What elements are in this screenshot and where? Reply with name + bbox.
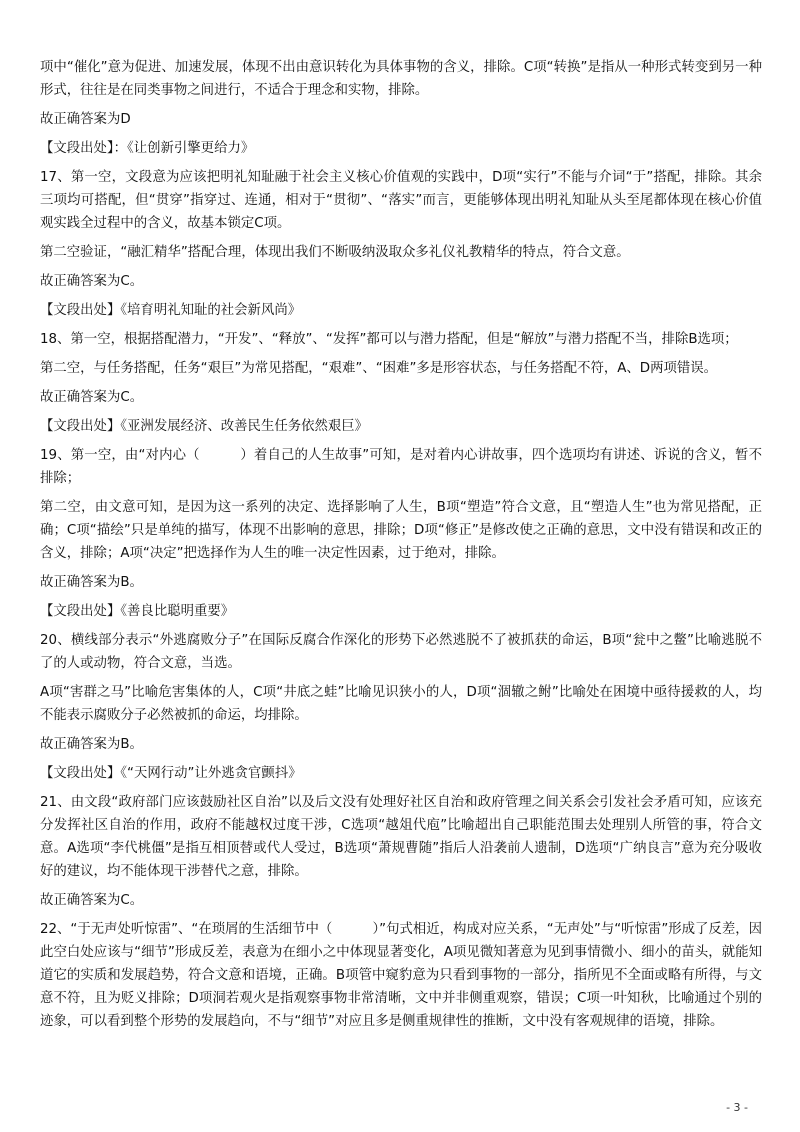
answer-line: 故正确答案为B。 — [40, 737, 143, 752]
answer-line: 故正确答案为C。 — [40, 274, 144, 289]
paragraph: 21、由文段“政府部门应该鼓励社区自治”以及后文没有处理好社区自治和政府管理之间关系会引发社会矛盾可知，应该充分发挥社区自治的作用，政府不能越权过度干涉，C选项“越俎代庖”比喻超出自己职能范围去处理别人所管的事，符合文意。A选项“李代桃僵”是指互相顶替或代人受过，B选项“萧规曹随”指后人沿袭前人遗制，D选项“广纳良言”意为充分吸收好的建议，均不能体现干涉替代之意，排除。 — [40, 795, 762, 879]
paragraph: 18、第一空，根据搭配潜力，“开发”、“释放”、“发挥”都可以与潜力搭配，但是“解放”与潜力搭配不当，排除B选项； — [40, 332, 738, 347]
paragraph: 第二空，由文意可知，是因为这一系列的决定、选择影响了人生，B项“塑造”符合文意，且“塑造人生”也为常见搭配，正确；C项“描绘”只是单纯的描写，体现不出影响的意思，排除；D项“修正”是修改使之正确的意思，文中没有错误和改正的含义，排除；A项“决定”把选择作为人生的唯一决定性因素，过于绝对，排除。 — [40, 500, 762, 561]
answer-line: 故正确答案为D — [40, 112, 131, 127]
source-line: 【文段出处】《“天网行动”让外逃贪官颤抖》 — [40, 766, 302, 781]
document-body — [40, 56, 762, 1039]
paragraph: 第二空，与任务搭配，任务“艰巨”为常见搭配，“艰难”、“困难”多是形容状态，与任务搭配不符，A、D两项错误。 — [40, 361, 718, 376]
answer-line: 故正确答案为C。 — [40, 893, 144, 908]
paragraph: A项“害群之马”比喻危害集体的人，C项“井底之蛙”比喻见识狭小的人，D项“涸辙之鲋”比喻处在困境中亟待援救的人，均不能表示腐败分子必然被抓的命运，均排除。 — [40, 685, 762, 723]
page-number: - 3 - — [726, 1101, 748, 1114]
source-line: 【文段出处】《亚洲发展经济、改善民生任务依然艰巨》 — [40, 419, 369, 434]
paragraph: 19、第一空，由“对内心（ ）着自己的人生故事”可知，是对着内心讲故事，四个选项均有讲述、诉说的含义，暂不排除； — [40, 448, 762, 486]
source-line: 【文段出处】：《让创新引擎更给力》 — [40, 141, 255, 156]
answer-line: 故正确答案为B。 — [40, 575, 143, 590]
paragraph: 22、“于无声处听惊雷”、“在琐屑的生活细节中（ ）”句式相近，构成对应关系，“无声处”与“听惊雷”形成了反差，因此空白处应该与“细节”形成反差，表意为在细小之中体现显著变化，A项见微知著意为见到事情微小、细小的苗头，就能知道它的实质和发展趋势，符合文意和语境，正确。B项管中窥豹意为只看到事物的一部分，指所见不全面或略有所得，与文意不符，且为贬义排除；D项洞若观火是指观察事物非常清晰，文中并非侧重观察，错误；C项一叶知秋，比喻通过个别的迹象，可以看到整个形势的发展趋向，不与“细节”对应且多是侧重规律性的推断，文中没有客观规律的语境，排除。 — [40, 922, 762, 1029]
paragraph: 项中“催化”意为促进、加速发展，体现不出由意识转化为具体事物的含义，排除。C项“转换”是指从一种形式转变到另一种形式，往往是在同类事物之间进行，不适合于理念和实物，排除。 — [40, 60, 762, 98]
source-line: 【文段出处】《培育明礼知耻的社会新风尚》 — [40, 303, 302, 318]
answer-line: 故正确答案为C。 — [40, 390, 144, 405]
paragraph: 第二空验证，“融汇精华”搭配合理，体现出我们不断吸纳汲取众多礼仪礼教精华的特点，符合文意。 — [40, 245, 630, 260]
paragraph: 20、横线部分表示“外逃腐败分子”在国际反腐合作深化的形势下必然逃脱不了被抓获的命运，B项“瓮中之鳖”比喻逃脱不了的人或动物，符合文意，当选。 — [40, 633, 762, 671]
source-line: 【文段出处】《善良比聪明重要》 — [40, 604, 235, 619]
paragraph: 17、第一空，文段意为应该把明礼知耻融于社会主义核心价值观的实践中，D项“实行”不能与介词“于”搭配，排除。其余三项均可搭配，但“贯穿”指穿过、连通，相对于“贯彻”、“落实”而言，更能够体现出明礼知耻从头至尾都体现在核心价值观实践全过程中的含义，故基本锁定C项。 — [40, 170, 762, 231]
